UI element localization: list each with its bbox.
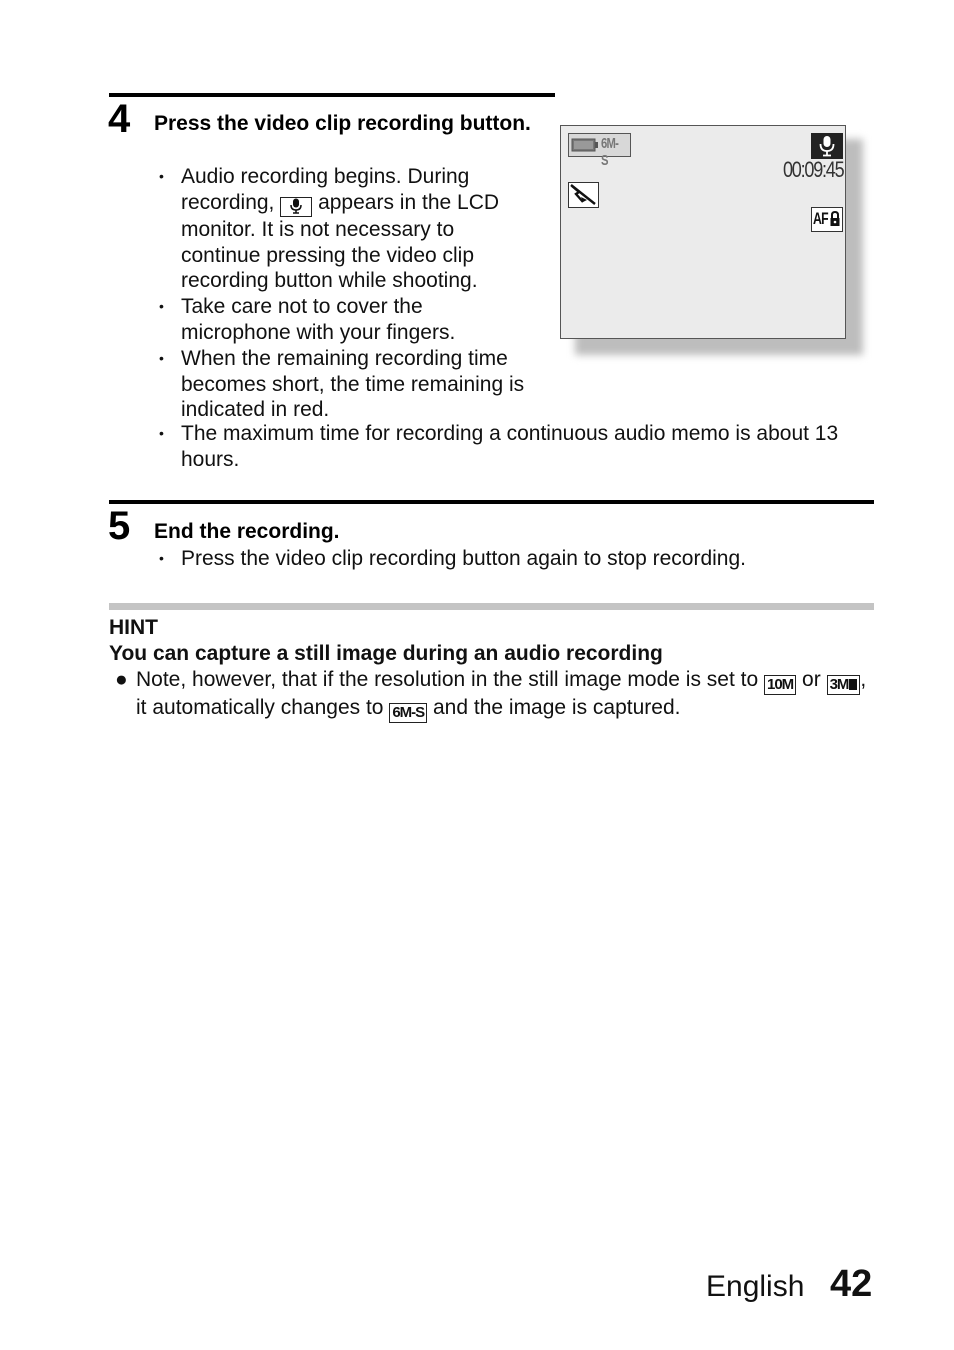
hint-label: HINT: [109, 616, 158, 639]
step5-bullets: [154, 546, 874, 572]
lcd-top-left-icons: [568, 133, 631, 169]
hint-rule: [109, 603, 874, 610]
step4-bullets: [154, 164, 534, 423]
hint-title: You can capture a still image during an audio recording: [109, 642, 663, 665]
step5-heading: End the recording.: [154, 520, 340, 543]
step5-bullet-1: • Press the video clip recording button again to stop recording.: [154, 546, 874, 572]
step4-bullet-1: • Audio recording begins. During recording, appears in the LCD monitor. It is not necessary to continue pressing the video clip recording button while shooting.: [154, 164, 534, 294]
step4-bullet-3: • When the remaining recording time becomes short, the time remaining is indicated in red.: [154, 346, 534, 423]
step4-heading: Press the video clip recording button.: [154, 112, 531, 135]
step4-rule: [109, 93, 555, 97]
time-remaining: 00:09:45: [783, 157, 844, 182]
frame-icon: [849, 679, 857, 690]
resolution-icon: 6M-S: [601, 135, 619, 169]
page-number: 42: [830, 1263, 873, 1305]
resolution-6ms-icon: 6M-S: [389, 703, 427, 723]
resolution-3m-icon: 3M: [827, 675, 861, 695]
flash-off-icon: [568, 182, 599, 208]
footer-language: English: [706, 1270, 805, 1303]
resolution-10m-icon: 10M: [764, 675, 796, 695]
microphone-icon: [280, 197, 312, 217]
step4-bullet-4: • The maximum time for recording a continuous audio memo is about 13 hours.: [154, 421, 874, 473]
lcd-microphone-icon: [811, 133, 843, 159]
af-lock-icon: AF: [811, 207, 843, 232]
step4-number: 4: [108, 97, 131, 141]
lcd-monitor: [560, 125, 846, 339]
hint-bullet-dot: ●: [115, 668, 128, 691]
step5-number: 5: [108, 504, 131, 548]
battery-icon: [571, 137, 599, 158]
step4-bullet-2: • Take care not to cover the microphone with your fingers.: [154, 294, 534, 346]
step4-bullets-wide: [154, 421, 874, 473]
hint-body: ● Note, however, that if the resolution in the still image mode is set to 10M or 3M , it automatically changes to 6M-S and the image is captured.: [115, 668, 867, 721]
step5-rule: [109, 500, 874, 504]
